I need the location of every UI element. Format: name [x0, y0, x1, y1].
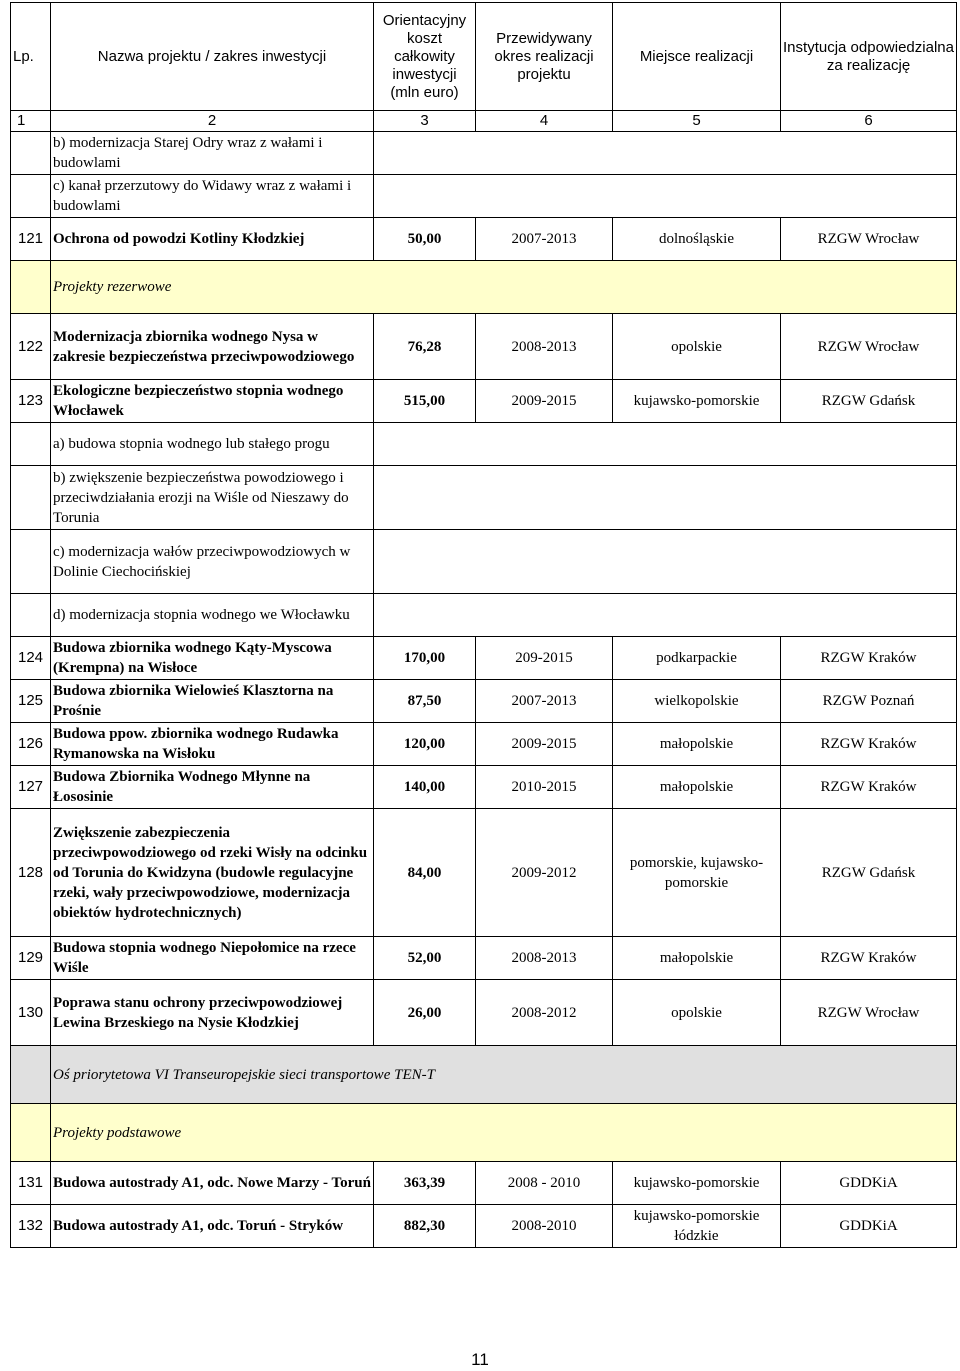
- row-empty: [374, 175, 957, 218]
- section-title: Projekty podstawowe: [51, 1104, 957, 1162]
- row-name: Zwiększenie zabezpieczenia przeciwpowodziowego od rzeki Wisły na odcinku od Torunia do Kwidzyna (budowle regulacyjne rzeki, wały przeciwpowodziowe, modernizacja obiektów hydrotechnicznych): [51, 809, 374, 937]
- row-lp: 125: [11, 680, 51, 723]
- page-number: 11: [471, 1350, 489, 1369]
- row-lp: 131: [11, 1162, 51, 1205]
- row-name: Ochrona od powodzi Kotliny Kłodzkiej: [51, 218, 374, 261]
- row-lp: 123: [11, 380, 51, 423]
- table-row: [11, 380, 957, 423]
- section-row-reserve: [11, 261, 957, 314]
- table-row: [11, 1205, 957, 1248]
- row-lp: 128: [11, 809, 51, 937]
- row-place: dolnośląskie: [613, 218, 781, 261]
- row-place: małopolskie: [613, 766, 781, 809]
- section-lp-cell: [11, 261, 51, 314]
- row-lp: [11, 530, 51, 594]
- row-name: a) budowa stopnia wodnego lub stałego progu: [51, 423, 374, 466]
- row-place: pomorskie, kujawsko-pomorskie: [613, 809, 781, 937]
- row-cost: 363,39: [374, 1162, 476, 1205]
- row-institution: RZGW Kraków: [781, 766, 957, 809]
- row-period: 2008-2013: [476, 937, 613, 980]
- table-row: [11, 314, 957, 380]
- row-empty: [374, 132, 957, 175]
- row-name: Budowa zbiornika Wielowieś Klasztorna na Prośnie: [51, 680, 374, 723]
- row-lp: [11, 423, 51, 466]
- header-institution: Instytucja odpowiedzialna za realizację: [781, 3, 957, 111]
- row-name: c) kanał przerzutowy do Widawy wraz z wałami i budowlami: [51, 175, 374, 218]
- section-row-basic: [11, 1104, 957, 1162]
- row-cost: 50,00: [374, 218, 476, 261]
- row-lp: 124: [11, 637, 51, 680]
- row-cost: 52,00: [374, 937, 476, 980]
- row-institution: RZGW Kraków: [781, 637, 957, 680]
- header-period: Przewidywany okres realizacji projektu: [476, 3, 613, 111]
- table-row: [11, 937, 957, 980]
- column-number: 3: [374, 111, 476, 132]
- row-place: [613, 1205, 781, 1248]
- row-institution: RZGW Kraków: [781, 723, 957, 766]
- row-period: 2008-2013: [476, 314, 613, 380]
- row-institution: RZGW Wrocław: [781, 218, 957, 261]
- row-lp: 127: [11, 766, 51, 809]
- header-lp: Lp.: [11, 3, 51, 111]
- row-period: 209-2015: [476, 637, 613, 680]
- row-name: b) zwiększenie bezpieczeństwa powodziowego i przeciwdziałania erozji na Wiśle od Nieszawy do Torunia: [51, 466, 374, 530]
- header-place: Miejsce realizacji: [613, 3, 781, 111]
- row-name: Budowa autostrady A1, odc. Nowe Marzy - Toruń: [51, 1162, 374, 1205]
- column-number: 1: [11, 111, 51, 132]
- row-place: podkarpackie: [613, 637, 781, 680]
- row-lp: 126: [11, 723, 51, 766]
- column-number-row: [11, 111, 957, 132]
- row-period: 2009-2015: [476, 723, 613, 766]
- column-number: 5: [613, 111, 781, 132]
- table-row: [11, 530, 957, 594]
- column-number: 2: [51, 111, 374, 132]
- row-place: kujawsko-pomorskie: [613, 380, 781, 423]
- section-title: Projekty rezerwowe: [51, 261, 957, 314]
- row-lp: 132: [11, 1205, 51, 1248]
- row-cost: 515,00: [374, 380, 476, 423]
- row-institution-text: RZGW Wrocław: [817, 1004, 920, 1021]
- row-empty: [374, 594, 957, 637]
- table-row: [11, 637, 957, 680]
- table-row: [11, 1162, 957, 1205]
- header-name: Nazwa projektu / zakres inwestycji: [51, 3, 374, 111]
- row-place: małopolskie: [613, 723, 781, 766]
- row-cost: 170,00: [374, 637, 476, 680]
- projects-table: [10, 2, 957, 1248]
- row-place: wielkopolskie: [613, 680, 781, 723]
- row-empty: [374, 423, 957, 466]
- row-institution: RZGW Gdańsk: [781, 380, 957, 423]
- table-row: [11, 132, 957, 175]
- row-name: d) modernizacja stopnia wodnego we Włocławku: [51, 594, 374, 637]
- row-name: Budowa zbiornika wodnego Kąty-Myscowa (Krempna) na Wisłoce: [51, 637, 374, 680]
- row-period: 2009-2015: [476, 380, 613, 423]
- row-lp: [11, 175, 51, 218]
- row-institution: [781, 980, 957, 1046]
- row-lp: 121: [11, 218, 51, 261]
- row-name: c) modernizacja wałów przeciwpowodziowych w Dolinie Ciechocińskiej: [51, 530, 374, 594]
- row-period: 2008-2012: [476, 980, 613, 1046]
- section-lp-cell: [11, 1104, 51, 1162]
- row-place-text: kujawsko-pomorskie łódzkie: [633, 1208, 760, 1244]
- row-institution: RZGW Gdańsk: [781, 809, 957, 937]
- row-cost: 84,00: [374, 809, 476, 937]
- row-name: Budowa stopnia wodnego Niepołomice na rzece Wiśle: [51, 937, 374, 980]
- row-name: Budowa autostrady A1, odc. Toruń - Stryków: [51, 1205, 374, 1248]
- row-period: 2008-2010: [476, 1205, 613, 1248]
- row-period: 2007-2013: [476, 680, 613, 723]
- column-number: 4: [476, 111, 613, 132]
- row-lp: 129: [11, 937, 51, 980]
- section-title: Oś priorytetowa VI Transeuropejskie sieci transportowe TEN-T: [51, 1046, 957, 1104]
- row-lp: 130: [11, 980, 51, 1046]
- row-cost: 26,00: [374, 980, 476, 1046]
- row-place: opolskie: [613, 980, 781, 1046]
- row-institution: RZGW Wrocław: [781, 314, 957, 380]
- row-period: 2007-2013: [476, 218, 613, 261]
- table-row: [11, 809, 957, 937]
- row-institution: GDDKiA: [781, 1205, 957, 1248]
- row-institution: GDDKiA: [781, 1162, 957, 1205]
- table-row: [11, 466, 957, 530]
- row-name: Budowa Zbiornika Wodnego Młynne na Łososinie: [51, 766, 374, 809]
- row-lp: [11, 132, 51, 175]
- section-row-axis: [11, 1046, 957, 1104]
- row-name: Modernizacja zbiornika wodnego Nysa w zakresie bezpieczeństwa przeciwpowodziowego: [51, 314, 374, 380]
- row-empty: [374, 530, 957, 594]
- row-name: Ekologiczne bezpieczeństwo stopnia wodnego Włocławek: [51, 380, 374, 423]
- row-cost: 76,28: [374, 314, 476, 380]
- table-row: [11, 218, 957, 261]
- row-period: 2010-2015: [476, 766, 613, 809]
- header-cost: Orientacyjny koszt całkowity inwestycji (mln euro): [374, 3, 476, 111]
- row-cost: 87,50: [374, 680, 476, 723]
- row-name: Budowa ppow. zbiornika wodnego Rudawka Rymanowska na Wisłoku: [51, 723, 374, 766]
- table-row: [11, 980, 957, 1046]
- row-cost: 120,00: [374, 723, 476, 766]
- row-name: b) modernizacja Starej Odry wraz z wałami i budowlami: [51, 132, 374, 175]
- row-lp: [11, 466, 51, 530]
- row-empty: [374, 466, 957, 530]
- row-place: kujawsko-pomorskie: [613, 1162, 781, 1205]
- table-row: [11, 594, 957, 637]
- row-institution: RZGW Poznań: [781, 680, 957, 723]
- row-cost: 140,00: [374, 766, 476, 809]
- row-name: Poprawa stanu ochrony przeciwpowodziowej Lewina Brzeskiego na Nysie Kłodzkiej: [51, 980, 374, 1046]
- row-place: małopolskie: [613, 937, 781, 980]
- row-period: 2009-2012: [476, 809, 613, 937]
- row-institution: RZGW Kraków: [781, 937, 957, 980]
- row-cost: 882,30: [374, 1205, 476, 1248]
- table-row: [11, 423, 957, 466]
- table-row: [11, 680, 957, 723]
- row-place: opolskie: [613, 314, 781, 380]
- column-number: 6: [781, 111, 957, 132]
- header-row: [11, 3, 957, 111]
- table-row: [11, 175, 957, 218]
- row-lp: 122: [11, 314, 51, 380]
- row-lp: [11, 594, 51, 637]
- row-period: 2008 - 2010: [476, 1162, 613, 1205]
- section-lp-cell: [11, 1046, 51, 1104]
- table-row: [11, 723, 957, 766]
- table-row: [11, 766, 957, 809]
